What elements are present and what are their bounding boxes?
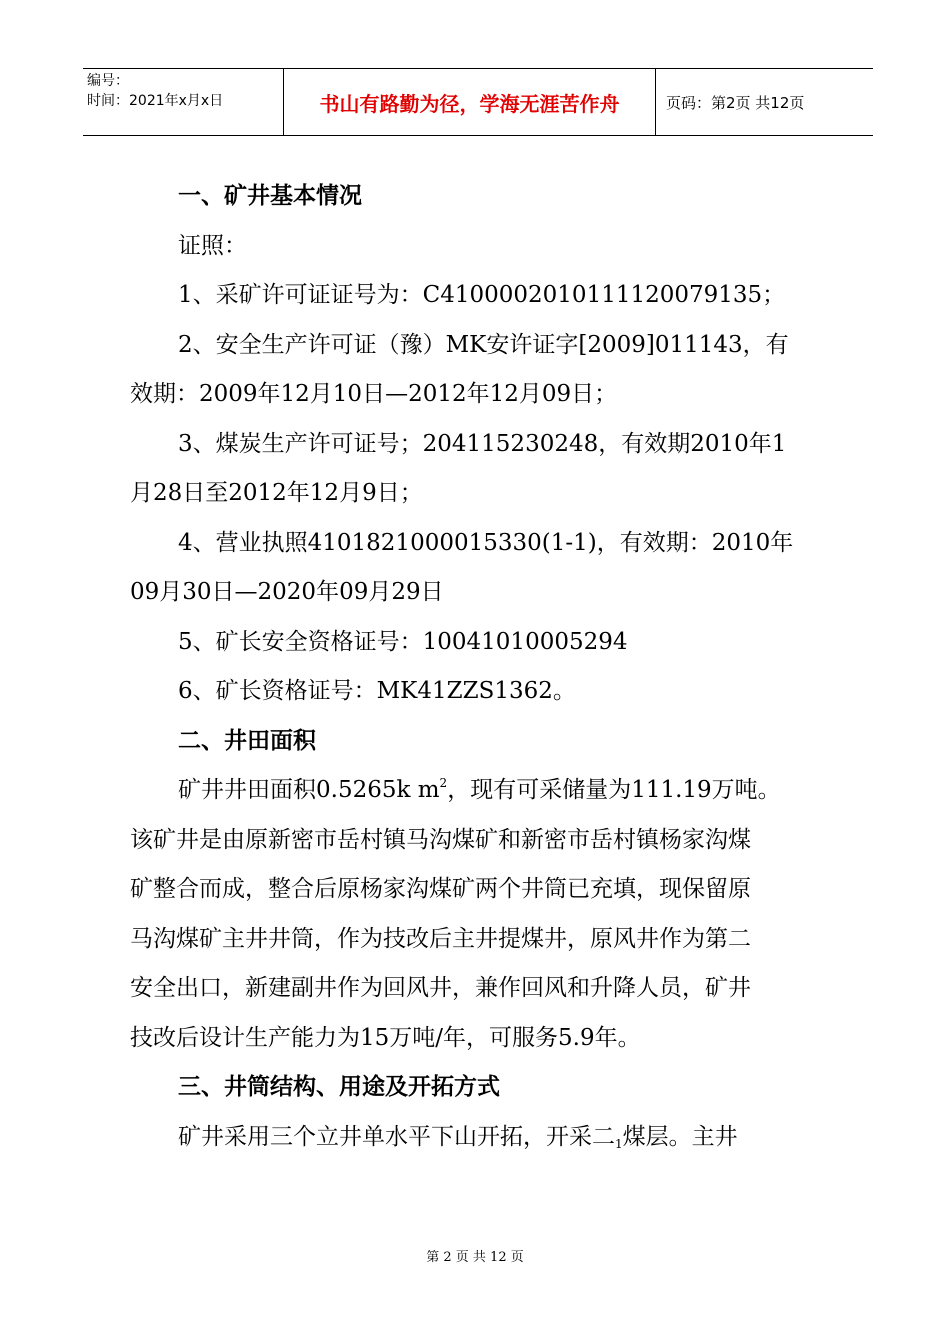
section-heading-1: 一、矿井基本情况 [178,183,362,209]
section-heading-2: 二、井田面积 [178,727,316,754]
shaft-paragraph-line1 [130,1113,830,1163]
cert-item-3-line1: 3、煤炭生产许可证号；204115230248，有效期2010年1 [178,430,787,457]
page-footer: 第 2 页 共 12 页 [426,1250,524,1265]
area-paragraph-line3: 矿整合而成，整合后原杨家沟煤矿两个井筒已充填，现保留原 [130,876,751,902]
cert-item-4-line1: 4、营业执照4101821000015330(1-1)，有效期：2010年 [178,529,794,556]
shaft-text-a: 矿井采用三个立井单水平下山开拓，开采二 [178,1123,615,1150]
header-meta [83,69,283,135]
section-heading-3: 三、井筒结构、用途及开拓方式 [178,1074,500,1100]
seam-subscript: 1 [615,1136,623,1151]
area-unit-superscript: 2 [439,776,448,790]
cert-item-6: 6、矿长资格证号：MK41ZZS1362。 [178,678,576,704]
cert-item-2-line2: 效期：2009年12月10日—2012年12月09日； [130,381,618,407]
area-paragraph-line2: 该矿井是由原新密市岳村镇马沟煤矿和新密市岳村镇杨家沟煤 [130,826,751,853]
cert-item-2-line1: 2、安全生产许可证（豫）MK安许证字[2009]011143，有 [178,331,789,358]
cert-item-4-line2: 09月30日—2020年09月29日 [130,579,444,605]
area-text-a: 矿井井田面积0.5265k m [178,777,440,803]
cert-item-1: 1、采矿许可证证号为：C4100002010111120079135； [178,282,786,308]
cert-item-3-line2: 月28日至2012年12月9日； [130,480,423,506]
area-paragraph-line1 [130,766,830,816]
page-header [83,68,873,136]
time-label: 时间：2021年x月x日 [87,93,224,109]
certs-label: 证照： [178,232,247,259]
area-text-b: ，现有可采储量为111.19万吨。 [447,777,781,803]
area-paragraph-line6: 技改后设计生产能力为15万吨/年，可服务5.9年。 [130,1024,641,1051]
number-label: 编号： [87,73,129,89]
cert-item-5: 5、矿长安全资格证号：10041010005294 [178,628,628,655]
document-body [130,172,830,1162]
area-paragraph-line4: 马沟煤矿主井井筒，作为技改后主井提煤井，原风井作为第二 [130,925,751,952]
header-motto: 书山有路勤为径，学海无涯苦作舟 [283,69,656,135]
shaft-text-b: 煤层。主井 [622,1123,738,1150]
area-paragraph-line5: 安全出口，新建副井作为回风井，兼作回风和升降人员，矿井 [130,975,751,1001]
header-page-label: 页码：第2页 共12页 [666,93,805,112]
